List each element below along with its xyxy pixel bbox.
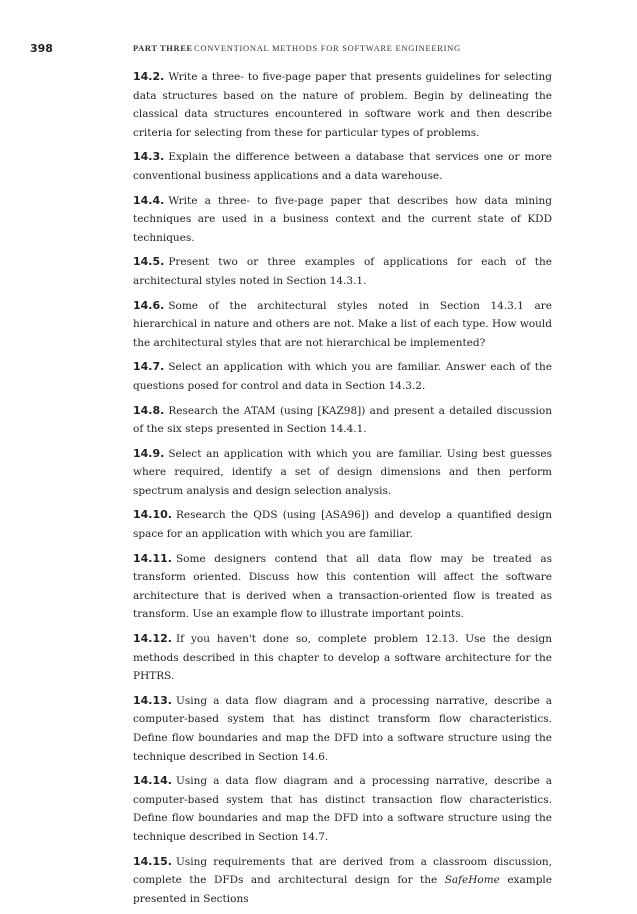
problem-number: 14.8.	[133, 403, 165, 417]
problem-number: 14.4.	[133, 193, 165, 207]
problem-list	[133, 68, 552, 914]
problem-number: 14.2.	[133, 70, 165, 83]
problem-number: 14.10.	[133, 508, 172, 522]
problem-number: 14.15.	[133, 854, 172, 868]
part-title: CONVENTIONAL METHODS FOR SOFTWARE ENGINEERING	[194, 43, 461, 53]
problem-text: Select an application with which you are familiar. Answer each of the questions posed for control and data in Section 14.3.2.	[133, 361, 552, 392]
problem-14-11	[133, 550, 552, 624]
problem-14-2	[133, 68, 552, 142]
problem-text: Using a data flow diagram and a processing narrative, describe a computer-based system that has distinct transaction flow characteristics. Define flow boundaries and map the DFD into a software structure using the technique described in Section 14.7.	[133, 775, 552, 843]
problem-14-5	[133, 253, 552, 290]
problem-text: Using requirements that are derived from a classroom discussion, complete the DFDs and architectural design for the	[133, 855, 552, 887]
problem-number: 14.11.	[133, 551, 172, 565]
problem-14-3	[133, 148, 552, 185]
problem-14-14	[133, 772, 552, 846]
page-number: 398	[30, 42, 53, 55]
problem-text: Explain the difference between a database that services one or more conventional business applications and a data warehouse.	[133, 151, 552, 182]
problem-text: Using a data flow diagram and a processing narrative, describe a computer-based system that has distinct transform flow characteristics. Define flow boundaries and map the DFD into a software structure using the technique described in Section 14.6.	[133, 694, 552, 763]
problem-number: 14.14.	[133, 774, 172, 788]
problem-text: Research the ATAM (using [KAZ98]) and present a detailed discussion of the six steps presented in Section 14.4.1.	[133, 404, 552, 436]
problem-text: Present two or three examples of applications for each of the architectural styles noted in Section 14.3.1.	[133, 256, 552, 287]
problem-text: Select an application with which you are familiar. Using best guesses where required, identify a set of design dimensions and then perform spectrum analysis and design selection analysis.	[133, 447, 552, 497]
problem-number: 14.5.	[133, 255, 165, 269]
problem-14-7	[133, 358, 552, 395]
problem-14-9	[133, 445, 552, 501]
running-header	[0, 42, 637, 56]
problem-text: example presented in Sections	[133, 874, 552, 905]
problem-14-12	[133, 630, 552, 686]
problem-14-15	[133, 853, 552, 909]
problem-number: 14.12.	[133, 632, 172, 646]
problem-14-13	[133, 692, 552, 766]
problem-number: 14.6.	[133, 298, 165, 312]
problem-number: 14.9.	[133, 446, 165, 460]
problem-text: Write a three- to five-page paper that describes how data mining techniques are used in a business context and the current state of KDD techniques.	[133, 194, 552, 244]
problem-text: If you haven't done so, complete problem 12.13. Use the design methods described in this chapter to develop a software architecture for the PHTRS.	[133, 633, 552, 683]
problem-text: Write a three- to five-page paper that presents guidelines for selecting data structures based on the nature of problem. Begin by delineating the classical data structures encountered in software work and then describe criteria for selecting from these for particular types of problems.	[133, 71, 552, 139]
problem-number: 14.13.	[133, 693, 172, 707]
problem-text: Some of the architectural styles noted in Section 14.3.1 are hierarchical in nature and others are not. Make a list of each type. How would the architectural styles that are not hierarchical be implemented?	[133, 299, 552, 349]
part-label: PART THREE	[133, 43, 193, 53]
problem-14-10	[133, 506, 552, 543]
problem-text: Some designers contend that all data flow may be treated as transform oriented. Discuss how this contention will affect the software architecture that is derived when a transaction-oriented flow is treated as transform. Use an example flow to illustrate important points.	[133, 552, 552, 621]
problem-14-8	[133, 402, 552, 439]
problem-14-4	[133, 192, 552, 248]
problem-text: Research the QDS (using [ASA96]) and develop a quantified design space for an application with which you are familiar.	[133, 509, 552, 541]
problem-text-italic: SafeHome	[444, 874, 500, 887]
problem-number: 14.7.	[133, 360, 165, 374]
problem-14-6	[133, 297, 552, 353]
problem-number: 14.3.	[133, 150, 165, 164]
